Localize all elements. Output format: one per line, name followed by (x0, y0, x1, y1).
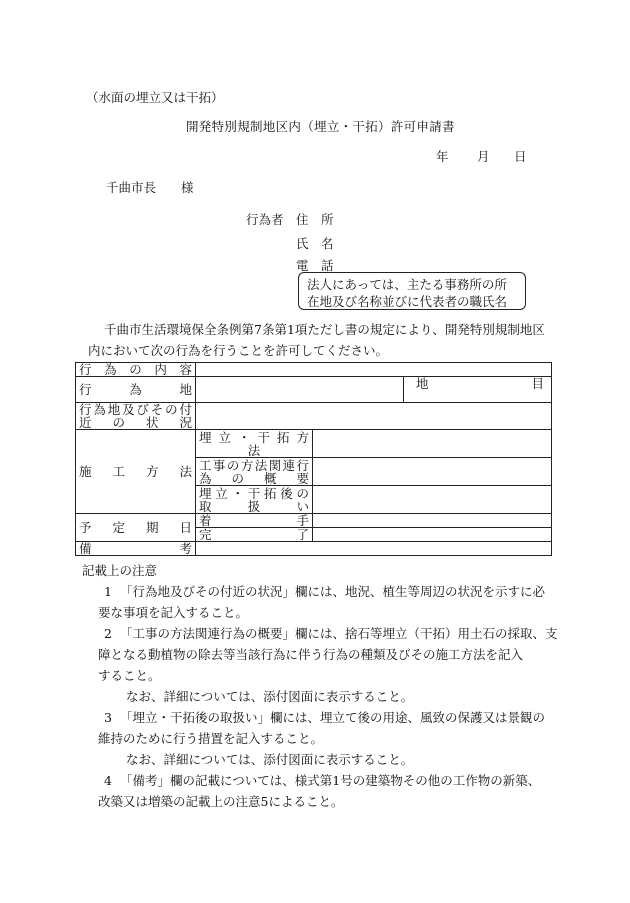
note-3-number: 3 (104, 710, 112, 725)
row-schedule-start (76, 514, 552, 528)
applicant-role: 行為者 (246, 212, 284, 227)
schedule-label-cell (76, 514, 196, 542)
body-text-line-1: 千曲市生活環境保全条例第7条第1項ただし書の規定により、開発特別規制地区 (104, 322, 545, 337)
row-site (76, 377, 552, 403)
corporate-note-line-1: 法人にあっては、主たる事務所の所 (307, 277, 507, 292)
content-label-cell (76, 363, 196, 377)
note-4-line-b: 改築又は増築の記載上の注意5によること。 (98, 794, 344, 809)
content-label: 行為の内容 (79, 362, 192, 377)
start-value-cell[interactable] (313, 514, 552, 528)
addressee: 千曲市長 様 (106, 180, 194, 195)
construction-label-cell (76, 430, 196, 514)
notes-heading: 記載上の注意 (82, 563, 158, 578)
name-label: 氏 名 (296, 236, 334, 251)
form-subtitle: （水面の埋立又は干拓） (86, 90, 224, 105)
end-label: 完 了 (199, 527, 309, 542)
after-label-cell (196, 486, 313, 514)
remarks-label-cell (76, 542, 196, 556)
note-1-number: 1 (104, 584, 112, 599)
surroundings-label-line-2: 近の状況 (79, 415, 192, 430)
note-4-number: 4 (104, 773, 112, 788)
row-method (76, 430, 552, 458)
end-value-cell[interactable] (313, 528, 552, 542)
surroundings-value-cell[interactable] (196, 403, 552, 430)
address-label: 住 所 (296, 212, 334, 227)
note-1-line-a: 「行為地及びその付近の状況」欄には、地況、植生等周辺の状況を示すに必 (120, 584, 546, 599)
note-2-line-c: すること。 (98, 668, 161, 683)
related-value-cell[interactable] (313, 458, 552, 486)
note-2-number: 2 (104, 626, 112, 641)
method-label-cell (196, 430, 313, 458)
row-content (76, 363, 552, 377)
site-value-cell[interactable] (196, 377, 404, 403)
note-4-line-a: 「備考」欄の記載については、様式第1号の建築物その他の工作物の新築、 (120, 773, 541, 788)
row-remarks (76, 542, 552, 556)
date-year: 年 (436, 149, 449, 164)
corporate-note-line-2: 在地及び名称並びに代表者の職氏名 (307, 294, 508, 309)
end-label-cell (196, 528, 313, 542)
method-value-cell[interactable] (313, 430, 552, 458)
note-3-line-a: 「埋立・干拓後の取扱い」欄には、埋立て後の用途、風致の保護又は景観の (120, 710, 546, 725)
chimoku-cell[interactable] (404, 377, 552, 403)
page-title: 開発特別規制地区内（埋立・干拓）許可申請書 (186, 119, 455, 134)
body-text-line-2: 内において次の行為を行うことを許可してください。 (88, 343, 389, 358)
note-3-line-c: なお、詳細については、添付図面に表示すること。 (126, 752, 414, 767)
remarks-label: 備考 (79, 541, 192, 556)
start-label-cell (196, 514, 313, 528)
schedule-label: 予定期日 (79, 520, 192, 535)
chimoku-label-b: 目 (531, 376, 545, 391)
method-label-line-1: 埋立・干拓方 (199, 429, 309, 445)
related-label-cell (196, 458, 313, 486)
surroundings-label-line-1: 行為地及びその付 (79, 402, 192, 417)
site-label-cell (76, 377, 196, 403)
phone-label: 電 話 (296, 258, 334, 273)
after-label-line-2: 取扱い (199, 498, 309, 514)
surroundings-label-cell (76, 403, 196, 430)
method-label-line-2: 法 (247, 442, 261, 458)
after-value-cell[interactable] (313, 486, 552, 514)
note-1-line-b: 要な事項を記入すること。 (98, 605, 249, 620)
corporate-note-bracket (298, 272, 526, 310)
note-3-line-b: 維持のために行う措置を記入すること。 (98, 731, 324, 746)
related-label-line-2: 為の概要 (199, 470, 309, 486)
after-label-line-1: 埋立・干拓後の (199, 485, 309, 501)
row-surroundings (76, 403, 552, 430)
remarks-value-cell[interactable] (196, 542, 552, 556)
note-2-line-d: なお、詳細については、添付図面に表示すること。 (126, 689, 414, 704)
date-day: 日 (514, 149, 527, 164)
start-label: 着 手 (199, 513, 309, 528)
site-label: 行為地 (79, 382, 192, 397)
construction-label: 施工方法 (79, 464, 192, 479)
related-label-line-1: 工事の方法関連行 (199, 457, 309, 473)
note-2-line-b: 障となる動植物の除去等当該行為に伴う行為の種類及びその施工方法を記入 (98, 647, 524, 662)
date-month: 月 (477, 149, 490, 164)
application-table (75, 362, 552, 556)
note-2-line-a: 「工事の方法関連行為の概要」欄には、捨石等埋立（干拓）用土石の採取、支 (120, 626, 558, 641)
chimoku-label-a: 地 (416, 376, 429, 391)
content-value-cell[interactable] (196, 363, 552, 377)
